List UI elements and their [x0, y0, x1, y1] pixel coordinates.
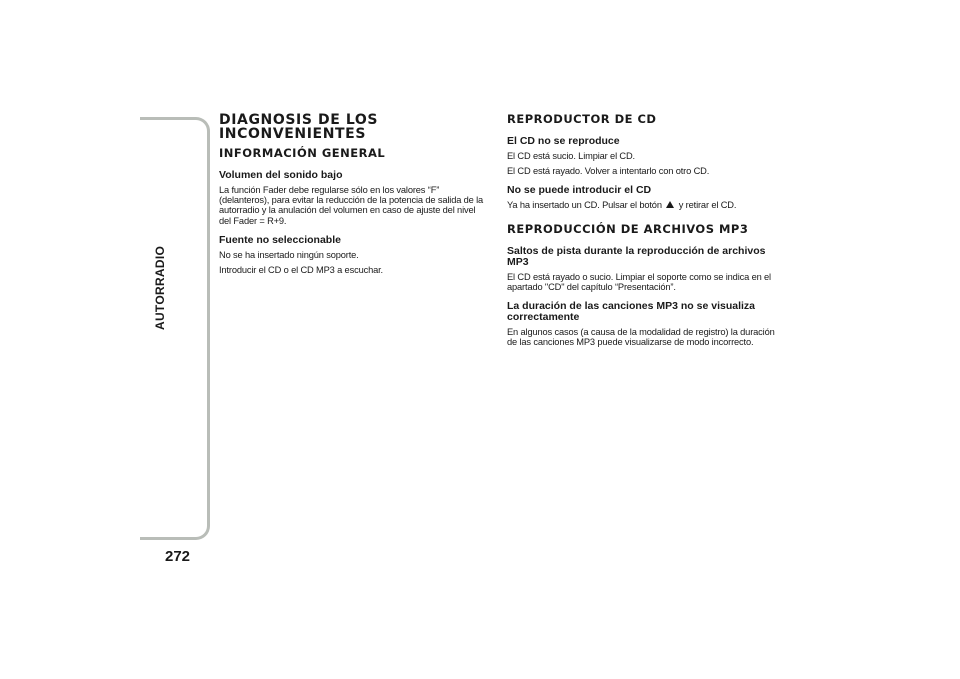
answer-text: En algunos casos (a causa de la modalidad de registro) la duración de las canciones MP3 puede visualizarse de modo incorrecto. — [507, 327, 775, 348]
answer-text — [507, 200, 782, 210]
eject-icon — [666, 201, 674, 208]
answer-text: Introducir el CD o el CD MP3 a escuchar. — [219, 265, 383, 276]
answer-text-pre: Ya ha insertado un CD. Pulsar el botón — [507, 200, 662, 211]
section-label: AUTORRADIO — [152, 245, 167, 330]
question-heading: El CD no se reproduce — [507, 135, 620, 147]
section-heading: REPRODUCTOR DE CD — [507, 112, 657, 126]
section-heading: INFORMACIÓN GENERAL — [219, 146, 386, 160]
answer-text: No se ha insertado ningún soporte. — [219, 249, 359, 260]
left-column — [219, 113, 487, 280]
right-column — [507, 113, 782, 352]
question-heading: Fuente no seleccionable — [219, 233, 341, 246]
question-heading: Saltos de pista durante la reproducción de archivos MP3 — [507, 244, 766, 268]
question-heading: Volumen del sonido bajo — [219, 169, 343, 181]
section-heading: REPRODUCCIÓN DE ARCHIVOS MP3 — [507, 221, 749, 236]
answer-text: La función Fader debe regularse sólo en los valores “F” (delanteros), para evitar la reducción de la potencia de salida de la autorradio y la anulación del volumen en caso de ajuste del nivel del Fader = R+9. — [219, 185, 484, 226]
margin-bar — [140, 117, 210, 540]
page-number: 272 — [165, 548, 191, 565]
question-heading: No se puede introducir el CD — [507, 184, 652, 197]
question-heading: La duración de las canciones MP3 no se visualiza correctamente — [507, 300, 756, 324]
answer-text-post: y retirar el CD. — [678, 200, 737, 211]
page-title: DIAGNOSIS DE LOS INCONVENIENTES — [219, 112, 379, 142]
answer-text: El CD está rayado. Volver a intentarlo con otro CD. — [507, 166, 710, 177]
answer-text: El CD está rayado o sucio. Limpiar el soporte como se indica en el apartado "CD" del capítulo “Presentación”. — [507, 271, 771, 292]
answer-text: El CD está sucio. Limpiar el CD. — [507, 151, 635, 161]
